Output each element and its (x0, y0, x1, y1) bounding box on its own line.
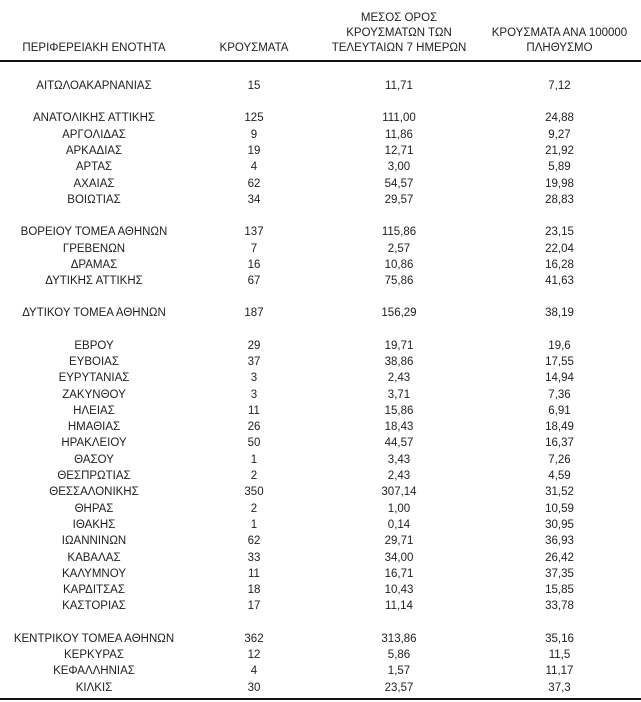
cell-avg7: 11,86 (385, 128, 413, 141)
cell-avg7: 2,57 (387, 242, 411, 255)
cell-cases: 1 (250, 453, 258, 466)
table-row (0, 533, 641, 549)
cell-region: ΔΡΑΜΑΣ (70, 258, 118, 271)
cell-region: ΚΕΦΑΛΛΗΝΙΑΣ (53, 665, 135, 678)
header-region-label: ΠΕΡΙΦΕΡΕΙΑΚΗ ΕΝΟΤΗΤΑ (22, 42, 166, 54)
cell-region: ΕΥΒΟΙΑΣ (69, 356, 119, 368)
table-row (0, 127, 641, 143)
cell-avg7: 29,71 (384, 535, 414, 548)
cell-per100k: 18,49 (545, 421, 574, 434)
cell-cases: 137 (244, 226, 264, 239)
cell-avg7: 1,00 (387, 502, 411, 515)
cell-cases: 125 (244, 112, 264, 125)
cell-per100k: 19,6 (548, 339, 571, 352)
table-row (0, 354, 641, 370)
table-row (0, 240, 641, 256)
cell-region: ΑΧΑΪΑΣ (73, 177, 115, 190)
table-row (0, 175, 641, 191)
cell-cases: 362 (244, 632, 264, 645)
cell-avg7: 2,43 (387, 470, 411, 483)
header-avg7 (320, 11, 478, 56)
cell-cases: 50 (247, 437, 261, 450)
cell-per100k: 22,04 (545, 242, 574, 255)
table-row (0, 159, 641, 175)
cell-avg7: 16,71 (384, 567, 414, 580)
cell-region: ΔΥΤΙΚΟΥ ΤΟΜΕΑ ΑΘΗΝΩΝ (22, 307, 166, 320)
cell-cases: 2 (250, 502, 258, 515)
cell-region: ΑΡΤΑΣ (75, 161, 113, 174)
cell-cases: 4 (250, 161, 258, 174)
cell-region: ΙΩΑΝΝΙΝΩΝ (61, 535, 127, 548)
row-group (0, 338, 641, 615)
cell-region: ΑΡΚΑΔΙΑΣ (65, 145, 123, 158)
cell-avg7: 2,43 (387, 372, 411, 385)
cell-region: ΗΛΕΙΑΣ (73, 404, 115, 417)
cell-cases: 4 (250, 665, 258, 678)
header-per100k (478, 26, 641, 56)
cell-avg7: 313,86 (381, 632, 417, 645)
cell-region: ΘΕΣΠΡΩΤΙΑΣ (57, 470, 131, 483)
cell-cases: 2 (250, 470, 258, 483)
cell-cases: 30 (247, 681, 261, 694)
cell-per100k: 7,36 (548, 388, 571, 401)
cell-cases: 12 (247, 649, 261, 662)
cell-avg7: 3,71 (387, 388, 411, 401)
table-row (0, 338, 641, 354)
cell-region: ΚΑΒΑΛΑΣ (67, 551, 121, 564)
table-row (0, 517, 641, 533)
cell-avg7: 15,86 (384, 404, 414, 417)
table-row (0, 566, 641, 582)
cell-avg7: 3,00 (387, 161, 411, 174)
cell-region: ΖΑΚΥΝΘΟΥ (62, 388, 126, 401)
table-body (0, 78, 641, 696)
cell-cases: 17 (247, 600, 261, 613)
cell-avg7: 11,71 (385, 80, 413, 93)
cell-region: ΑΝΑΤΟΛΙΚΗΣ ΑΤΤΙΚΗΣ (32, 112, 155, 125)
table-row (0, 143, 641, 159)
table-row (0, 663, 641, 679)
cell-region: ΚΕΝΤΡΙΚΟΥ ΤΟΜΕΑ ΑΘΗΝΩΝ (13, 632, 175, 645)
table-row (0, 78, 641, 94)
cell-avg7: 10,86 (384, 258, 414, 271)
table-row (0, 370, 641, 386)
cell-avg7: 54,57 (384, 177, 414, 190)
table-row (0, 501, 641, 517)
cell-region: ΕΒΡΟΥ (74, 339, 114, 352)
cell-region: ΗΜΑΘΙΑΣ (67, 421, 121, 434)
cell-cases: 11 (248, 404, 260, 417)
header-avg7-line3: ΤΕΛΕΥΤΑΙΩΝ 7 ΗΜΕΡΩΝ (331, 42, 467, 54)
table-row (0, 647, 641, 663)
cell-per100k: 37,3 (548, 681, 571, 694)
row-group (0, 110, 641, 208)
table-row (0, 224, 641, 240)
table-header (0, 0, 641, 62)
row-group (0, 78, 641, 94)
cell-avg7: 19,71 (384, 339, 414, 352)
cell-region: ΚΑΣΤΟΡΙΑΣ (62, 600, 126, 613)
header-avg7-line2: ΚΡΟΥΣΜΑΤΩΝ ΤΩΝ (346, 27, 452, 39)
table-row (0, 419, 641, 435)
cell-region: ΔΥΤΙΚΗΣ ΑΤΤΙΚΗΣ (45, 275, 143, 288)
cell-cases: 29 (247, 339, 261, 352)
cell-avg7: 11,14 (385, 600, 413, 613)
cell-per100k: 9,27 (548, 128, 571, 141)
cell-avg7: 38,86 (384, 356, 414, 368)
cell-region: ΑΡΓΟΛΙΔΑΣ (62, 128, 126, 141)
cell-per100k: 33,78 (545, 600, 574, 613)
table-bottom-border (0, 698, 641, 700)
cell-region: ΚΑΡΔΙΤΣΑΣ (63, 584, 125, 597)
cell-cases: 3 (250, 388, 258, 401)
cell-cases: 34 (247, 193, 261, 206)
table-row (0, 257, 641, 273)
cell-per100k: 30,95 (545, 518, 574, 531)
cell-per100k: 11,17 (545, 665, 574, 678)
cell-per100k: 23,15 (545, 226, 574, 239)
cell-cases: 33 (247, 551, 261, 564)
header-region (0, 41, 188, 56)
cell-per100k: 4,59 (548, 470, 571, 483)
header-per100k-line2: ΠΛΗΘΥΣΜΟ (526, 42, 593, 54)
cell-cases: 62 (247, 177, 261, 190)
cell-cases: 3 (250, 372, 258, 385)
cell-avg7: 10,43 (384, 584, 414, 597)
cell-avg7: 34,00 (384, 551, 414, 564)
cell-avg7: 1,57 (387, 665, 411, 678)
table-row (0, 403, 641, 419)
header-cases-label: ΚΡΟΥΣΜΑΤΑ (219, 42, 289, 54)
table-row (0, 631, 641, 647)
cell-region: ΙΘΑΚΗΣ (72, 518, 116, 531)
cell-avg7: 18,43 (384, 421, 414, 434)
cell-cases: 26 (247, 421, 261, 434)
cell-region: ΘΗΡΑΣ (74, 502, 114, 515)
table-row (0, 435, 641, 451)
table-row (0, 680, 641, 696)
cell-avg7: 5,86 (387, 649, 411, 662)
cell-avg7: 156,29 (381, 307, 417, 320)
cell-avg7: 44,57 (384, 437, 414, 450)
table-row (0, 468, 641, 484)
table-row (0, 598, 641, 614)
cell-cases: 187 (244, 307, 264, 320)
cell-region: ΚΑΛΥΜΝΟΥ (62, 567, 126, 580)
cell-per100k: 16,28 (545, 258, 574, 271)
cell-per100k: 26,42 (545, 551, 574, 564)
cell-per100k: 17,55 (545, 356, 574, 368)
table-row (0, 305, 641, 321)
table-row (0, 484, 641, 500)
cell-cases: 62 (247, 535, 261, 548)
cell-region: ΘΕΣΣΑΛΟΝΙΚΗΣ (49, 486, 139, 499)
header-cases (188, 41, 320, 56)
table-row (0, 192, 641, 208)
cell-region: ΒΟΙΩΤΙΑΣ (67, 193, 121, 206)
row-group (0, 224, 641, 289)
cell-per100k: 31,52 (545, 486, 574, 499)
row-group (0, 305, 641, 321)
cell-cases: 37 (247, 356, 261, 368)
cell-region: ΚΕΡΚΥΡΑΣ (64, 649, 124, 662)
cell-cases: 7 (250, 242, 258, 255)
cell-avg7: 0,14 (387, 518, 411, 531)
header-avg7-line1: ΜΕΣΟΣ ΟΡΟΣ (360, 12, 438, 24)
cell-per100k: 36,93 (545, 535, 574, 548)
cell-region: ΑΙΤΩΛΟΑΚΑΡΝΑΝΙΑΣ (36, 80, 152, 93)
table-row (0, 549, 641, 565)
cell-avg7: 111,00 (382, 112, 416, 125)
cell-region: ΕΥΡΥΤΑΝΙΑΣ (58, 372, 130, 385)
header-per100k-line1: ΚΡΟΥΣΜΑΤΑ ΑΝΑ 100000 (491, 27, 628, 39)
cell-per100k: 24,88 (545, 112, 574, 125)
cell-cases: 350 (244, 486, 264, 499)
cell-cases: 18 (247, 584, 261, 597)
cell-avg7: 3,43 (387, 453, 411, 466)
cell-per100k: 41,63 (545, 275, 574, 288)
cell-cases: 9 (250, 128, 258, 141)
cell-per100k: 6,91 (548, 404, 571, 417)
cell-per100k: 16,37 (545, 437, 574, 450)
cell-avg7: 115,86 (381, 226, 417, 239)
cell-region: ΚΙΛΚΙΣ (75, 681, 113, 694)
cell-per100k: 14,94 (545, 372, 574, 385)
cell-cases: 15 (247, 80, 261, 93)
cell-per100k: 35,16 (545, 632, 574, 645)
cell-region: ΓΡΕΒΕΝΩΝ (62, 242, 126, 255)
table-row (0, 273, 641, 289)
cell-avg7: 12,71 (384, 145, 414, 158)
cell-region: ΗΡΑΚΛΕΙΟΥ (61, 437, 127, 450)
cell-per100k: 15,85 (545, 584, 574, 597)
cell-per100k: 10,59 (545, 502, 574, 515)
cell-per100k: 7,26 (548, 453, 571, 466)
cell-per100k: 28,83 (545, 193, 574, 206)
cell-per100k: 38,19 (545, 307, 574, 320)
table-row (0, 452, 641, 468)
cell-cases: 11 (248, 567, 260, 580)
cell-region: ΘΑΣΟΥ (74, 453, 114, 466)
table-row (0, 110, 641, 126)
row-group (0, 631, 641, 696)
cell-cases: 1 (250, 518, 258, 531)
cell-avg7: 23,57 (384, 681, 414, 694)
cell-per100k: 11,5 (548, 649, 571, 662)
cell-cases: 19 (247, 145, 261, 158)
cell-region: ΒΟΡΕΙΟΥ ΤΟΜΕΑ ΑΘΗΝΩΝ (20, 226, 168, 239)
cell-per100k: 21,92 (545, 145, 574, 158)
cell-per100k: 37,35 (545, 567, 574, 580)
table-row (0, 386, 641, 402)
cell-cases: 16 (247, 258, 261, 271)
cell-per100k: 5,89 (548, 161, 571, 174)
cell-avg7: 307,14 (381, 486, 417, 499)
table-row (0, 582, 641, 598)
cell-per100k: 19,98 (545, 177, 574, 190)
cell-cases: 67 (247, 275, 261, 288)
cell-avg7: 75,86 (384, 275, 414, 288)
cell-avg7: 29,57 (384, 193, 414, 206)
cell-per100k: 7,12 (548, 80, 571, 93)
